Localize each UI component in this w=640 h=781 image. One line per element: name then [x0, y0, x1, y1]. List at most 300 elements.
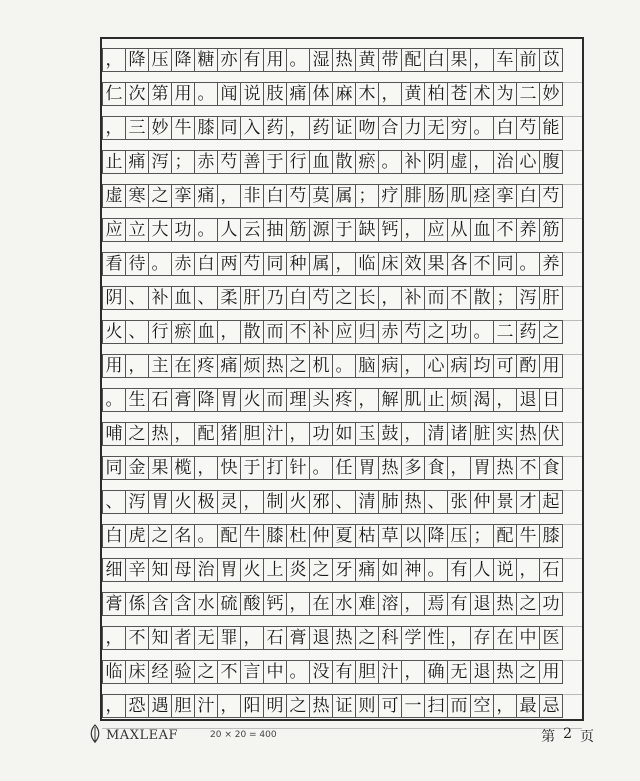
grid-cell: 腹 [539, 150, 563, 174]
grid-cell: 于 [263, 150, 287, 174]
grid-cell: 烦 [240, 354, 264, 378]
grid-cell: 抽 [263, 218, 287, 242]
grid-row [102, 524, 582, 558]
grid-cell: 石 [539, 558, 563, 582]
grid-cell: 之 [539, 320, 563, 344]
grid-cell: 膝 [194, 116, 218, 140]
grid-cell: 肠 [424, 184, 448, 208]
grid-cell: 牛 [240, 524, 264, 548]
grid-row [102, 252, 582, 286]
grid-cell: 打 [263, 456, 287, 480]
grid-cell: 、 [125, 286, 149, 310]
grid-cell: 。 [148, 252, 172, 276]
grid-cell: 之 [286, 694, 310, 718]
grid-cell: 黄 [401, 82, 425, 106]
grid-cell: 可 [493, 354, 517, 378]
grid-cell: 虚 [102, 184, 126, 208]
grid-cell: 同 [263, 252, 287, 276]
grid-cell: 才 [516, 490, 540, 514]
grid-cell: 石 [148, 388, 172, 412]
grid-cell: ， [516, 558, 540, 582]
grid-cell: 莫 [309, 184, 333, 208]
grid-cell: 前 [516, 48, 540, 72]
grid-cell: 胆 [355, 660, 379, 684]
grid-cell: 不 [286, 320, 310, 344]
grid-cell: 肢 [263, 82, 287, 106]
grid-cell: 。 [194, 82, 218, 106]
grid-cell: 理 [286, 388, 310, 412]
grid-cell: 有 [447, 558, 471, 582]
grid-cell: 热 [263, 354, 287, 378]
grid-cell: 张 [447, 490, 471, 514]
grid-cell: 炎 [286, 558, 310, 582]
grid-cell: 汁 [263, 422, 287, 446]
grid-cell: 药 [516, 320, 540, 344]
grid-cell: ； [470, 524, 494, 548]
grid-cell: 、 [102, 490, 126, 514]
grid-cell: 石 [263, 626, 287, 650]
grid-cell: 热 [516, 422, 540, 446]
grid-cell: 酌 [516, 354, 540, 378]
grid-cell: 。 [309, 456, 333, 480]
grid-cell: 第 [148, 82, 172, 106]
grid-cell: 无 [194, 626, 218, 650]
grid-cell: 在 [309, 592, 333, 616]
grid-cell: 果 [148, 456, 172, 480]
grid-cell: 黄 [355, 48, 379, 72]
grid-cell: 。 [516, 252, 540, 276]
grid-cell: 妙 [148, 116, 172, 140]
grid-cell: 食 [539, 456, 563, 480]
grid-cell: 有 [332, 660, 356, 684]
grid-cell: ， [102, 694, 126, 718]
grid-cell: 针 [286, 456, 310, 480]
grid-cell: 痉 [470, 184, 494, 208]
grid-cell: 没 [309, 660, 333, 684]
grid-cell: ； [171, 150, 195, 174]
grid-cell: 。 [332, 354, 356, 378]
grid-cell: 行 [286, 150, 310, 174]
grid-cell: 无 [424, 116, 448, 140]
grid-cell: 配 [401, 48, 425, 72]
grid-cell: 验 [171, 660, 195, 684]
grid-cell: 热 [378, 456, 402, 480]
grid-cell: 膝 [539, 524, 563, 548]
grid-cell: 胃 [355, 456, 379, 480]
grid-cell: 用 [263, 48, 287, 72]
grid-cell: 可 [378, 694, 402, 718]
grid-cell: 血 [194, 320, 218, 344]
grid-cell: 明 [263, 694, 287, 718]
grid-cell: ， [447, 626, 471, 650]
grid-row [102, 422, 582, 456]
grid-cell: 有 [447, 592, 471, 616]
grid-cell: 伏 [539, 422, 563, 446]
grid-cell: 疗 [378, 184, 402, 208]
grid-cell: 钙 [263, 592, 287, 616]
grid-cell: 火 [171, 490, 195, 514]
grid-cell: 火 [286, 490, 310, 514]
grid-cell: 合 [378, 116, 402, 140]
grid-cell: 止 [102, 150, 126, 174]
grid-cell: ， [401, 354, 425, 378]
grid-cell: 源 [309, 218, 333, 242]
grid-cell: 白 [286, 286, 310, 310]
grid-cell: 带 [378, 48, 402, 72]
grid-cell: 言 [240, 660, 264, 684]
grid-cell: 退 [470, 660, 494, 684]
grid-cell: 大 [148, 218, 172, 242]
grid-cell: ， [286, 592, 310, 616]
grid-cell: 最 [516, 694, 540, 718]
grid-cell: 芍 [217, 150, 241, 174]
grid-cell: 火 [240, 388, 264, 412]
grid-cell: 立 [125, 218, 149, 242]
grid-cell: 杜 [286, 524, 310, 548]
grid-cell: 药 [263, 116, 287, 140]
grid-cell: 牛 [516, 524, 540, 548]
grid-cell: 肝 [240, 286, 264, 310]
grid-cell: 痛 [217, 354, 241, 378]
grid-cell: 。 [378, 150, 402, 174]
grid-cell: 功 [539, 592, 563, 616]
grid-cell: ， [125, 354, 149, 378]
grid-cell: 阳 [240, 694, 264, 718]
grid-cell: 景 [493, 490, 517, 514]
grid-cell: 人 [470, 558, 494, 582]
grid-cell: 、 [424, 490, 448, 514]
grid-cell: 功 [309, 422, 333, 446]
grid-cell: 热 [493, 456, 517, 480]
grid-cell: 不 [125, 626, 149, 650]
grid-cell: 之 [355, 626, 379, 650]
grid-cell: 湿 [309, 48, 333, 72]
grid-cell: 草 [378, 524, 402, 548]
grid-cell: ， [102, 48, 126, 72]
grid-cell: 长 [355, 286, 379, 310]
grid-cell: 。 [286, 48, 310, 72]
grid-cell: 赤 [378, 320, 402, 344]
grid-cell: 白 [424, 48, 448, 72]
grid-cell: ， [102, 116, 126, 140]
grid-cell: 夏 [332, 524, 356, 548]
grid-cell: 肌 [401, 388, 425, 412]
grid-cell: 清 [424, 422, 448, 446]
grid-cell: 挛 [493, 184, 517, 208]
grid-cell: 辛 [125, 558, 149, 582]
grid-cell: 牙 [332, 558, 356, 582]
grid-cell: 果 [447, 48, 471, 72]
grid-cell: 。 [470, 320, 494, 344]
grid-cell: 白 [263, 184, 287, 208]
grid-cell: 胆 [171, 694, 195, 718]
grid-cell: 知 [148, 558, 172, 582]
grid-cell: 配 [493, 524, 517, 548]
grid-cell: 一 [401, 694, 425, 718]
grid-cell: 科 [378, 626, 402, 650]
grid-cell: 哺 [102, 422, 126, 446]
grid-cell: 膏 [286, 626, 310, 650]
grid-cell: 痛 [125, 150, 149, 174]
grid-cell: 闻 [217, 82, 241, 106]
grid-cell: 木 [355, 82, 379, 106]
grid-cell: ， [401, 592, 425, 616]
grid-cell: 次 [125, 82, 149, 106]
grid-cell: 存 [470, 626, 494, 650]
grid-cell: 枯 [355, 524, 379, 548]
page-number-value: 2 [563, 726, 572, 742]
grid-cell: 遇 [148, 694, 172, 718]
grid-cell: 属 [309, 252, 333, 276]
grid-cell: 牛 [171, 116, 195, 140]
grid-cell: 芍 [539, 184, 563, 208]
grid-cell: 同 [493, 252, 517, 276]
grid-cell: ， [401, 660, 425, 684]
grid-cell: 瘀 [171, 320, 195, 344]
grid-cell: 于 [240, 456, 264, 480]
grid-cell: 两 [217, 252, 241, 276]
grid-cell: 忌 [539, 694, 563, 718]
grid-cell: 细 [102, 558, 126, 582]
grid-cell: 榄 [171, 456, 195, 480]
grid-cell: 证 [332, 116, 356, 140]
grid-cell: 神 [401, 558, 425, 582]
grid-cell: ， [493, 694, 517, 718]
grid-cell: 乃 [263, 286, 287, 310]
grid-cell: 脑 [355, 354, 379, 378]
grid-cell: 赤 [171, 252, 195, 276]
grid-cell: 名 [171, 524, 195, 548]
grid-cell: 扫 [424, 694, 448, 718]
grid-cell: 病 [378, 354, 402, 378]
grid-cell: 日 [539, 388, 563, 412]
grid-cell: 柏 [424, 82, 448, 106]
grid-cell: ， [332, 252, 356, 276]
grid-cell: 钙 [378, 218, 402, 242]
grid-cell: 看 [102, 252, 126, 276]
grid-cell: 难 [355, 592, 379, 616]
grid-cell: 痛 [194, 184, 218, 208]
grid-cell: 膏 [102, 592, 126, 616]
grid-cell: 热 [493, 592, 517, 616]
grid-cell: 二 [493, 320, 517, 344]
grid-cell: 筋 [539, 218, 563, 242]
grid-cell: 、 [194, 286, 218, 310]
grid-cell: 之 [309, 558, 333, 582]
grid-cell: 在 [171, 354, 195, 378]
grid-cell: 诸 [447, 422, 471, 446]
grid-cell: 含 [148, 592, 172, 616]
grid-cell: 从 [447, 218, 471, 242]
grid-cell: 仁 [102, 82, 126, 106]
grid-cell: 之 [516, 592, 540, 616]
grid-cell: ， [355, 388, 379, 412]
grid-cell: 白 [194, 252, 218, 276]
grid-cell: 退 [309, 626, 333, 650]
grid-cell: 种 [286, 252, 310, 276]
grid-cell: 之 [332, 286, 356, 310]
grid-cell: ； [355, 184, 379, 208]
grid-cell: 降 [171, 48, 195, 72]
grid-cell: 在 [493, 626, 517, 650]
grid-row [102, 184, 582, 218]
grid-cell: 仲 [309, 524, 333, 548]
page-suffix: 页 [580, 729, 594, 745]
grid-cell: 中 [263, 660, 287, 684]
grid-spec: 20 × 20 = 400 [210, 730, 277, 740]
grid-cell: 头 [309, 388, 333, 412]
grid-cell: 血 [470, 218, 494, 242]
grid-cell: 溶 [378, 592, 402, 616]
brand-name: MAXLEAF [106, 728, 178, 743]
grid-cell: 苡 [539, 48, 563, 72]
grid-cell: 缺 [355, 218, 379, 242]
grid-cell: ； [493, 286, 517, 310]
grid-row [102, 558, 582, 592]
grid-cell: 以 [401, 524, 425, 548]
grid-cell: 妙 [539, 82, 563, 106]
grid-row [102, 48, 582, 82]
grid-cell: 补 [148, 286, 172, 310]
grid-cell: ， [217, 184, 241, 208]
grid-cell: 酸 [240, 592, 264, 616]
grid-cell: 痛 [286, 82, 310, 106]
grid-cell: 养 [516, 218, 540, 242]
grid-cell: 属 [332, 184, 356, 208]
grid-cell: 疼 [194, 354, 218, 378]
grid-cell: 之 [194, 660, 218, 684]
grid-row [102, 116, 582, 150]
grid-cell: ， [240, 626, 264, 650]
grid-cell: 汁 [378, 660, 402, 684]
page-number [541, 726, 594, 746]
grid-cell: 学 [401, 626, 425, 650]
grid-cell: 胃 [217, 558, 241, 582]
grid-row [102, 456, 582, 490]
grid-cell: 金 [125, 456, 149, 480]
grid-cell: ， [240, 490, 264, 514]
grid-cell: 之 [148, 524, 172, 548]
grid-cell: 母 [171, 558, 195, 582]
grid-cell: 任 [332, 456, 356, 480]
grid-cell: ， [194, 456, 218, 480]
grid-cell: 热 [148, 422, 172, 446]
grid-cell: 烦 [447, 388, 471, 412]
grid-cell: 阴 [424, 150, 448, 174]
grid-cell: 非 [240, 184, 264, 208]
grid-cell: 床 [378, 252, 402, 276]
grid-cell: 治 [194, 558, 218, 582]
grid-cell: 芍 [401, 320, 425, 344]
grid-cell: 实 [493, 422, 517, 446]
grid-cell: 体 [309, 82, 333, 106]
grid-cell: 芍 [516, 116, 540, 140]
grid-cell: ， [286, 116, 310, 140]
grid-cell: 不 [217, 660, 241, 684]
grid-cell: 瘀 [355, 150, 379, 174]
grid-cell: 经 [148, 660, 172, 684]
grid-cell: 邪 [309, 490, 333, 514]
grid-cell: 。 [194, 524, 218, 548]
grid-cell: 而 [263, 320, 287, 344]
grid-row [102, 82, 582, 116]
grid-cell: 血 [171, 286, 195, 310]
grid-cell: 制 [263, 490, 287, 514]
grid-cell: 之 [286, 354, 310, 378]
grid-cell: 灵 [217, 490, 241, 514]
grid-cell: 临 [355, 252, 379, 276]
grid-cell: 焉 [424, 592, 448, 616]
grid-cell: 肝 [539, 286, 563, 310]
grid-cell: 用 [539, 660, 563, 684]
grid-cell: 压 [447, 524, 471, 548]
grid-cell: 临 [102, 660, 126, 684]
grid-cell: 之 [125, 422, 149, 446]
grid-cell: 而 [424, 286, 448, 310]
grid-cell: 散 [470, 286, 494, 310]
grid-row [102, 286, 582, 320]
grid-cell: 芍 [240, 252, 264, 276]
grid-cell: 均 [470, 354, 494, 378]
grid-cell: 降 [194, 388, 218, 412]
grid-cell: 补 [309, 320, 333, 344]
grid-cell: 水 [194, 592, 218, 616]
grid-cell: 。 [102, 388, 126, 412]
grid-cell: 水 [332, 592, 356, 616]
grid-cell: 胆 [240, 422, 264, 446]
grid-cell: 证 [332, 694, 356, 718]
grid-cell: 清 [355, 490, 379, 514]
grid-cell: 芍 [286, 184, 310, 208]
grid-cell: 。 [194, 218, 218, 242]
grid-row [102, 150, 582, 184]
grid-cell: 降 [125, 48, 149, 72]
grid-cell: 赤 [194, 150, 218, 174]
grid-cell: 退 [470, 592, 494, 616]
grid-cell: 不 [447, 286, 471, 310]
grid-cell: 无 [447, 660, 471, 684]
grid-cell: 苍 [447, 82, 471, 106]
grid-cell: 补 [401, 286, 425, 310]
grid-cell: 病 [447, 354, 471, 378]
grid-cell: 糖 [194, 48, 218, 72]
grid-cell: 配 [217, 524, 241, 548]
grid-cell: 应 [424, 218, 448, 242]
grid-cell: 泻 [516, 286, 540, 310]
grid-cell: 车 [493, 48, 517, 72]
grid-cell: 治 [493, 150, 517, 174]
grid-cell: 效 [401, 252, 425, 276]
grid-cell: 于 [332, 218, 356, 242]
grid-cell: 痛 [355, 558, 379, 582]
grid-cell: 医 [539, 626, 563, 650]
grid-cell: 食 [424, 456, 448, 480]
grid-cell: 如 [332, 422, 356, 446]
grid-cell: 汁 [194, 694, 218, 718]
grid-cell: 功 [171, 218, 195, 242]
grid-cell: ， [470, 150, 494, 174]
grid-cell: ， [102, 626, 126, 650]
grid-cell: 含 [171, 592, 195, 616]
grid-cell: 、 [125, 320, 149, 344]
grid-cell: 白 [516, 184, 540, 208]
grid-cell: 白 [102, 524, 126, 548]
grid-cell: 筋 [286, 218, 310, 242]
grid-cell: 罪 [217, 626, 241, 650]
manuscript-grid-sheet [100, 37, 584, 721]
grid-cell: 机 [309, 354, 333, 378]
grid-cell: 者 [171, 626, 195, 650]
